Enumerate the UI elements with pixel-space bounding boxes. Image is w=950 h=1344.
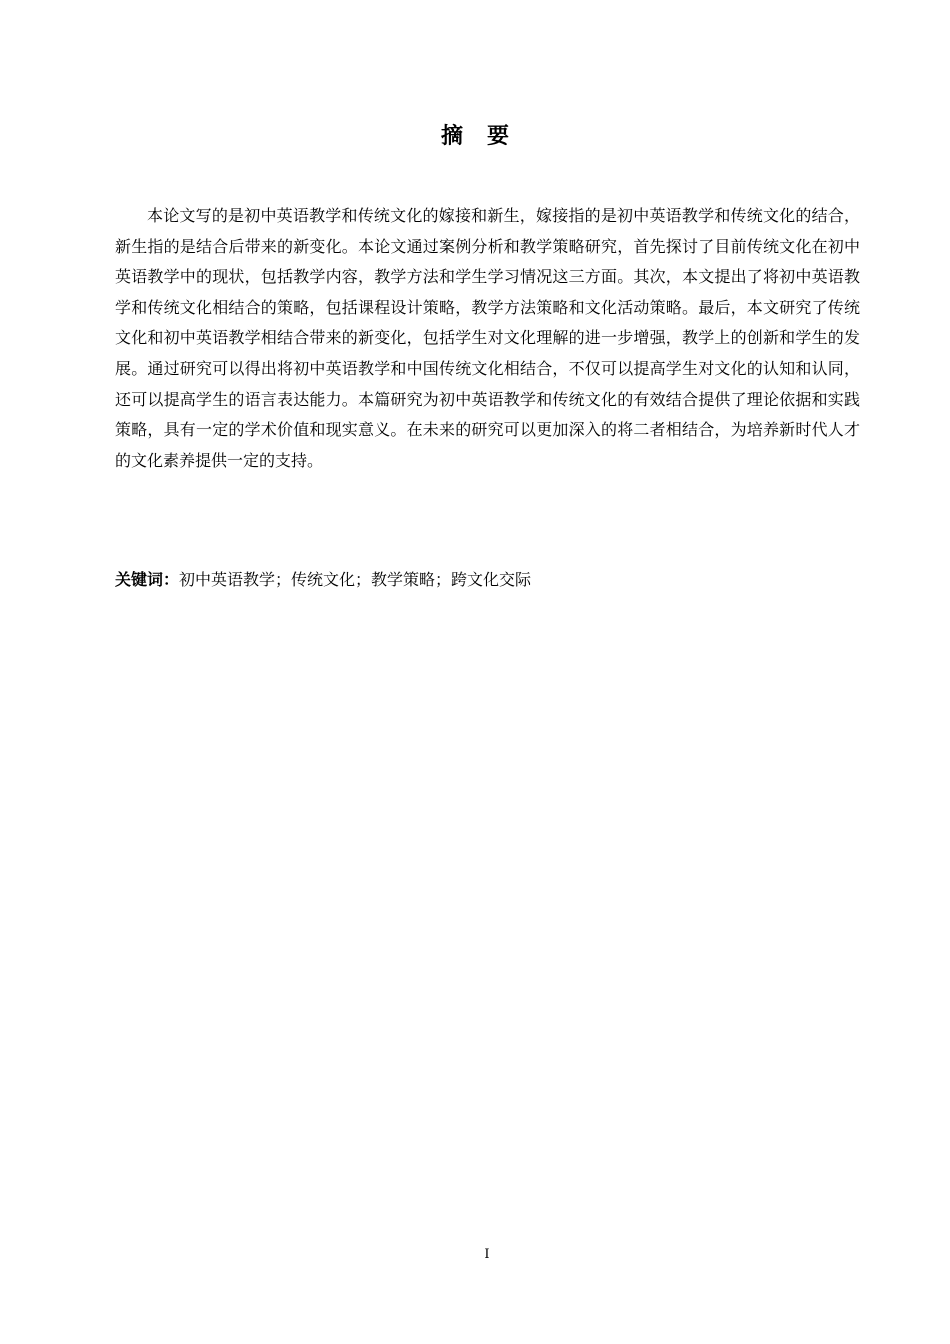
keywords-text: 初中英语教学；传统文化；教学策略；跨文化交际 <box>179 570 532 589</box>
page-title: 摘要 <box>440 124 533 149</box>
keywords-label: 关键词： <box>115 570 180 589</box>
page-number: I <box>484 1247 490 1262</box>
keywords-line <box>115 565 860 595</box>
abstract-paragraph: 本论文写的是初中英语教学和传统文化的嫁接和新生，嫁接指的是初中英语教学和传统文化的结合，新生指的是结合后带来的新变化。本论文通过案例分析和教学策略研究，首先探讨了目前传统文化在初中英语教学中的现状，包括教学内容，教学方法和学生学习情况这三方面。其次，本文提出了将初中英语教学和传统文化相结合的策略，包括课程设计策略，教学方法策略和文化活动策略。最后，本文研究了传统文化和初中英语教学相结合带来的新变化，包括学生对文化理解的进一步增强，教学上的创新和学生的发展。通过研究可以得出将初中英语教学和中国传统文化相结合，不仅可以提高学生对文化的认知和认同，还可以提高学生的语言表达能力。本篇研究为初中英语教学和传统文化的有效结合提供了理论依据和实践策略，具有一定的学术价值和现实意义。在未来的研究可以更加深入的将二者相结合，为培养新时代人才的文化素养提供一定的支持。 <box>115 206 860 470</box>
